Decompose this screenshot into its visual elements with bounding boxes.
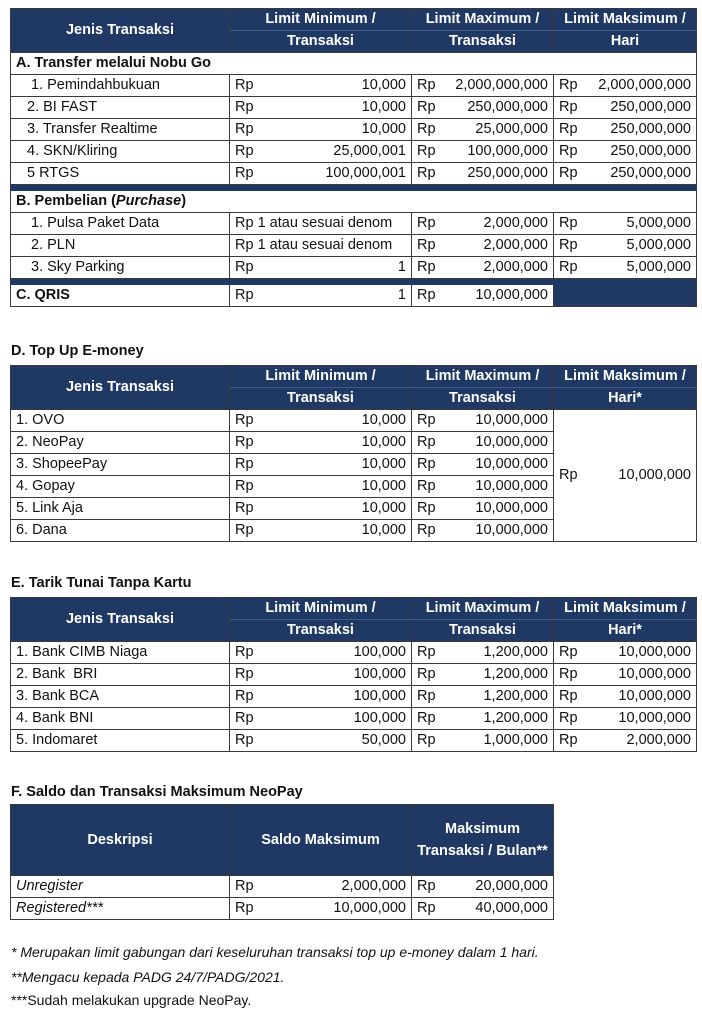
row-name: 5. Link Aja [11, 498, 230, 520]
header-limit-max: Limit Maximum / [412, 9, 554, 31]
row-name: 3. Sky Parking [11, 257, 230, 279]
min-cell: Rp 1 atau sesuai denom [230, 235, 412, 257]
header-limit-min-sub: Transaksi [230, 620, 412, 642]
row-name: 3. ShopeePay [11, 454, 230, 476]
table-row [11, 235, 697, 257]
max-cell: Rp 10,000,000 [412, 454, 554, 476]
section-e-title: E. Tarik Tunai Tanpa Kartu [11, 575, 192, 591]
min-cell: Rp 10,000 [230, 520, 412, 542]
max-cell: Rp 10,000,000 [412, 498, 554, 520]
max-cell: Rp 2,000,000,000 [412, 75, 554, 97]
saldo-cell: Rp 10,000,000 [230, 898, 412, 920]
row-name: 1. Bank CIMB Niaga [11, 642, 230, 664]
row-name: 6. Dana [11, 520, 230, 542]
max-cell: Rp 1,200,000 [412, 642, 554, 664]
footnote-2: **Mengacu kepada PADG 24/7/PADG/2021. [11, 969, 285, 985]
day-cell: Rp 250,000,000 [554, 141, 697, 163]
min-cell: Rp 10,000 [230, 410, 412, 432]
header-limit-day-sub: Hari* [554, 388, 697, 410]
max-cell: Rp 250,000,000 [412, 97, 554, 119]
header-limit-min: Limit Minimum / [230, 598, 412, 620]
row-name: 2. NeoPay [11, 432, 230, 454]
footnote-1: * Merupakan limit gabungan dari keseluruhan transaksi top up e-money dalam 1 hari. [11, 944, 539, 960]
row-name: 1. OVO [11, 410, 230, 432]
day-cell: Rp 2,000,000,000 [554, 75, 697, 97]
header-limit-day: Limit Maksimum / [554, 366, 697, 388]
min-cell: Rp 100,000 [230, 642, 412, 664]
section-b-heading: B. Pembelian (Purchase) [11, 191, 697, 213]
min-cell: Rp 1 atau sesuai denom [230, 213, 412, 235]
day-cell: Rp 10,000,000 [554, 708, 697, 730]
row-name: 2. Bank BRI [11, 664, 230, 686]
day-cell: Rp 10,000,000 [554, 642, 697, 664]
table-row [11, 75, 697, 97]
max-cell: Rp 10,000,000 [412, 285, 554, 307]
day-cell: Rp 5,000,000 [554, 235, 697, 257]
row-name: 4. SKN/Kliring [11, 141, 230, 163]
day-cell: Rp 2,000,000 [554, 730, 697, 752]
max-cell: Rp 10,000,000 [412, 410, 554, 432]
emoney-topup-table [10, 365, 697, 542]
max-cell: Rp 2,000,000 [412, 257, 554, 279]
day-cell: Rp 250,000,000 [554, 163, 697, 185]
header-deskripsi: Deskripsi [11, 805, 230, 876]
min-cell: Rp 100,000 [230, 686, 412, 708]
min-cell: Rp 10,000 [230, 119, 412, 141]
min-cell: Rp 1 [230, 257, 412, 279]
section-f-title: F. Saldo dan Transaksi Maksimum NeoPay [11, 784, 303, 800]
max-cell: Rp 25,000,000 [412, 119, 554, 141]
max-cell: Rp 10,000,000 [412, 520, 554, 542]
min-cell: Rp 1 [230, 285, 412, 307]
min-cell: Rp 25,000,001 [230, 141, 412, 163]
min-cell: Rp 10,000 [230, 476, 412, 498]
header-limit-min: Limit Minimum / [230, 366, 412, 388]
max-cell: Rp 1,000,000 [412, 730, 554, 752]
table-row [11, 285, 697, 307]
max-cell: Rp 1,200,000 [412, 664, 554, 686]
section-d-title: D. Top Up E-money [11, 343, 144, 359]
max-cell: Rp 10,000,000 [412, 476, 554, 498]
table-row [11, 642, 697, 664]
min-cell: Rp 100,000,001 [230, 163, 412, 185]
min-cell: Rp 10,000 [230, 454, 412, 476]
table-row [11, 664, 697, 686]
table-row [11, 686, 697, 708]
footnote-3: ***Sudah melakukan upgrade NeoPay. [11, 992, 252, 1008]
header-limit-day: Limit Maksimum / [554, 598, 697, 620]
row-name: 2. BI FAST [11, 97, 230, 119]
table-row [11, 708, 697, 730]
min-cell: Rp 10,000 [230, 498, 412, 520]
combined-day-limit-cell: Rp 10,000,000 [554, 410, 697, 542]
row-name: 3. Transfer Realtime [11, 119, 230, 141]
row-name: 2. PLN [11, 235, 230, 257]
section-c-heading: C. QRIS [11, 285, 230, 307]
table-row [11, 97, 697, 119]
max-cell: Rp 2,000,000 [412, 213, 554, 235]
table-row [11, 730, 697, 752]
header-limit-min-sub: Transaksi [230, 388, 412, 410]
day-cell: Rp 10,000,000 [554, 686, 697, 708]
row-name: 1. Pemindahbukuan [11, 75, 230, 97]
table-row [11, 410, 697, 432]
table-row [11, 141, 697, 163]
day-cell: Rp 10,000,000 [554, 664, 697, 686]
max-cell: Rp 250,000,000 [412, 163, 554, 185]
max-cell: Rp 10,000,000 [412, 432, 554, 454]
min-cell: Rp 100,000 [230, 708, 412, 730]
min-cell: Rp 10,000 [230, 432, 412, 454]
header-limit-min: Limit Minimum / [230, 9, 412, 31]
table-row [11, 163, 697, 185]
header-limit-day: Limit Maksimum / [554, 9, 697, 31]
row-name: 4. Gopay [11, 476, 230, 498]
transfer-limits-table [10, 8, 697, 307]
header-limit-max-sub: Transaksi [412, 388, 554, 410]
max-cell: Rp 100,000,000 [412, 141, 554, 163]
header-jenis-transaksi: Jenis Transaksi [11, 598, 230, 642]
max-cell: Rp 1,200,000 [412, 686, 554, 708]
trx-cell: Rp 20,000,000 [412, 876, 554, 898]
trx-cell: Rp 40,000,000 [412, 898, 554, 920]
min-cell: Rp 10,000 [230, 75, 412, 97]
min-cell: Rp 10,000 [230, 97, 412, 119]
table-row [11, 119, 697, 141]
day-cell-empty [554, 285, 697, 307]
neopay-balance-table [10, 804, 554, 920]
row-name: 5 RTGS [11, 163, 230, 185]
header-limit-max: Limit Maximum / [412, 598, 554, 620]
header-limit-day-sub: Hari [554, 31, 697, 53]
cardless-withdrawal-table [10, 597, 697, 752]
min-cell: Rp 100,000 [230, 664, 412, 686]
header-jenis-transaksi: Jenis Transaksi [11, 9, 230, 53]
header-saldo-maksimum: Saldo Maksimum [230, 805, 412, 876]
table-row [11, 213, 697, 235]
max-cell: Rp 2,000,000 [412, 235, 554, 257]
table-row [11, 257, 697, 279]
header-limit-min-sub: Transaksi [230, 31, 412, 53]
max-cell: Rp 1,200,000 [412, 708, 554, 730]
row-name: 5. Indomaret [11, 730, 230, 752]
row-name: 3. Bank BCA [11, 686, 230, 708]
row-name: 4. Bank BNI [11, 708, 230, 730]
row-name: Unregister [11, 876, 230, 898]
day-cell: Rp 5,000,000 [554, 257, 697, 279]
row-name: Registered*** [11, 898, 230, 920]
day-cell: Rp 5,000,000 [554, 213, 697, 235]
header-max-transaksi-bulan: Maksimum Transaksi / Bulan** [412, 805, 554, 876]
header-limit-day-sub: Hari* [554, 620, 697, 642]
header-limit-max-sub: Transaksi [412, 620, 554, 642]
header-limit-max: Limit Maximum / [412, 366, 554, 388]
saldo-cell: Rp 2,000,000 [230, 876, 412, 898]
table-row [11, 876, 554, 898]
row-name: 1. Pulsa Paket Data [11, 213, 230, 235]
header-limit-max-sub: Transaksi [412, 31, 554, 53]
table-row [11, 898, 554, 920]
header-jenis-transaksi: Jenis Transaksi [11, 366, 230, 410]
section-a-heading: A. Transfer melalui Nobu Go [11, 53, 697, 75]
day-cell: Rp 250,000,000 [554, 97, 697, 119]
min-cell: Rp 50,000 [230, 730, 412, 752]
day-cell: Rp 250,000,000 [554, 119, 697, 141]
